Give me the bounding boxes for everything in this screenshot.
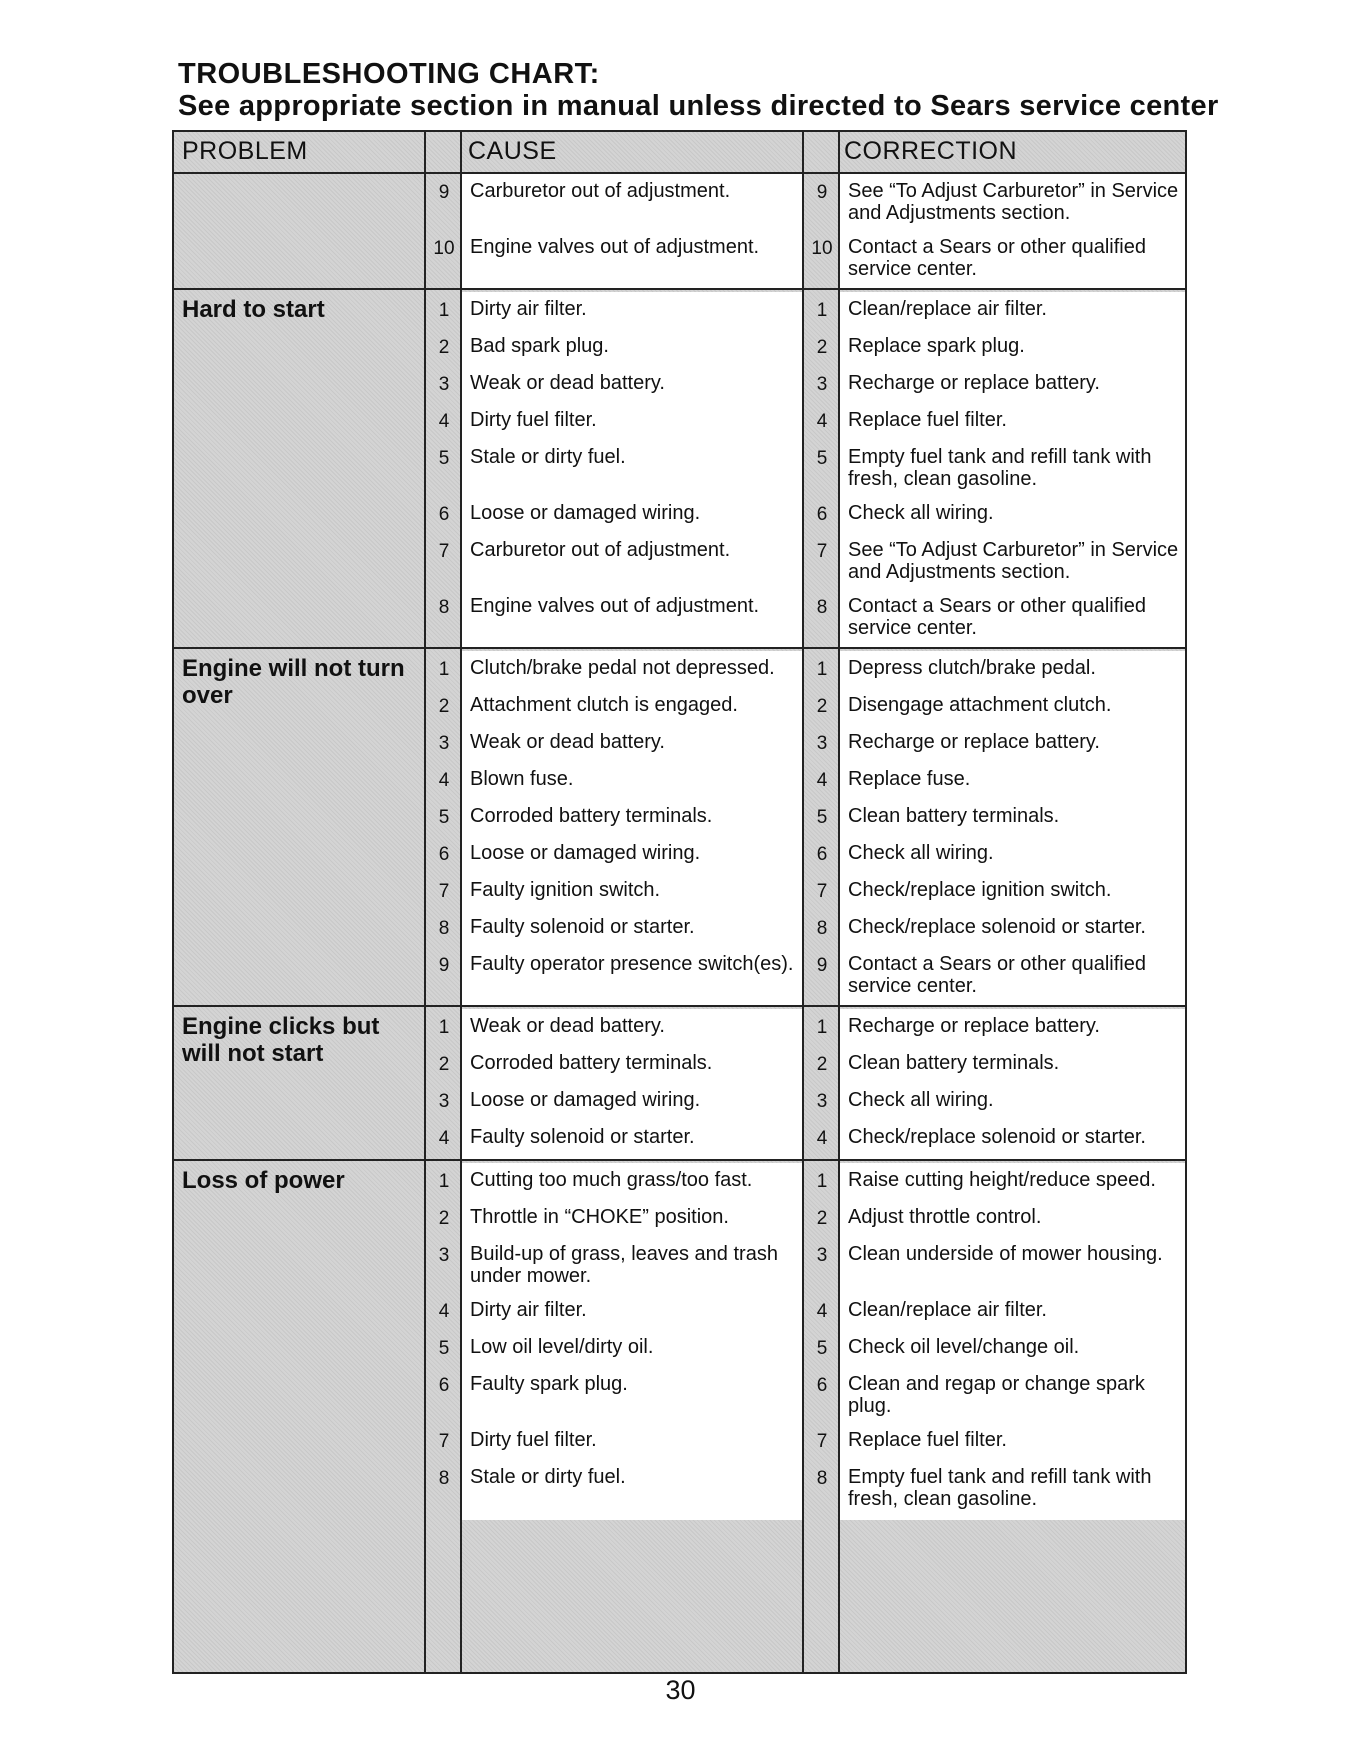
correction-number: 1 — [816, 300, 828, 321]
correction-text: Replace fuel filter. — [848, 1429, 1007, 1451]
cause-number: 2 — [438, 1208, 450, 1229]
correction-number: 2 — [816, 696, 828, 717]
cause-text: Bad spark plug. — [470, 335, 609, 357]
cause-number: 3 — [438, 733, 450, 754]
correction-number: 3 — [816, 1091, 828, 1112]
cause-number: 6 — [438, 1375, 450, 1396]
cause-text: Dirty fuel filter. — [470, 1429, 597, 1451]
cause-text: Carburetor out of adjustment. — [470, 180, 731, 202]
cause-number: 2 — [438, 1054, 450, 1075]
correction-text: Recharge or replace battery. — [848, 1015, 1100, 1037]
problem-label: Engine will not turn over — [182, 655, 405, 709]
cause-text: Faulty spark plug. — [470, 1373, 628, 1395]
correction-text: See “To Adjust Carburetor” in Service and Adjustments section. — [848, 180, 1179, 224]
correction-text: Replace fuse. — [848, 768, 971, 790]
correction-text: Clean/replace air filter. — [848, 1299, 1047, 1321]
cause-number: 4 — [438, 1128, 450, 1149]
correction-number: 6 — [816, 1375, 828, 1396]
correction-number: 4 — [816, 770, 828, 791]
cause-text: Engine valves out of adjustment. — [470, 236, 760, 258]
cause-text: Stale or dirty fuel. — [470, 446, 626, 468]
correction-number: 1 — [816, 659, 828, 680]
cause-number: 2 — [438, 337, 450, 358]
correction-number: 9 — [816, 955, 828, 976]
correction-text: Raise cutting height/reduce speed. — [848, 1169, 1156, 1191]
cause-text: Low oil level/dirty oil. — [470, 1336, 654, 1358]
cause-number: 4 — [438, 770, 450, 791]
correction-text: Depress clutch/brake pedal. — [848, 657, 1096, 679]
correction-text: Check all wiring. — [848, 1089, 994, 1111]
correction-text: Clean and regap or change spark plug. — [848, 1373, 1145, 1417]
cause-text: Corroded battery terminals. — [470, 1052, 713, 1074]
cause-text: Dirty air filter. — [470, 298, 587, 320]
cause-text: Faulty operator presence switch(es). — [470, 953, 794, 975]
header-cause: CAUSE — [468, 137, 557, 165]
correction-text: Check oil level/change oil. — [848, 1336, 1080, 1358]
correction-text: Adjust throttle control. — [848, 1206, 1042, 1228]
cause-number: 6 — [438, 844, 450, 865]
cause-number: 9 — [438, 955, 450, 976]
cause-text: Corroded battery terminals. — [470, 805, 713, 827]
section-divider — [174, 1159, 1185, 1161]
correction-text: Recharge or replace battery. — [848, 731, 1100, 753]
correction-text: Check/replace ignition switch. — [848, 879, 1112, 901]
correction-number: 7 — [816, 541, 828, 562]
correction-text: Disengage attachment clutch. — [848, 694, 1112, 716]
cause-number: 1 — [438, 300, 450, 321]
correction-text: Check/replace solenoid or starter. — [848, 1126, 1146, 1148]
correction-number: 9 — [816, 182, 828, 203]
cause-number: 4 — [438, 1301, 450, 1322]
correction-number: 1 — [816, 1017, 828, 1038]
cause-text: Throttle in “CHOKE” position. — [470, 1206, 729, 1228]
problem-label: Loss of power — [182, 1167, 345, 1194]
correction-text: Contact a Sears or other qualified service center. — [848, 236, 1146, 280]
correction-number: 4 — [816, 1128, 828, 1149]
correction-number: 1 — [816, 1171, 828, 1192]
cause-number: 5 — [438, 807, 450, 828]
cause-number: 1 — [438, 659, 450, 680]
correction-text: Replace spark plug. — [848, 335, 1025, 357]
cause-number: 4 — [438, 411, 450, 432]
cause-text: Loose or damaged wiring. — [470, 842, 701, 864]
cause-number: 3 — [438, 374, 450, 395]
correction-number: 4 — [816, 1301, 828, 1322]
correction-number: 8 — [816, 918, 828, 939]
correction-text: See “To Adjust Carburetor” in Service and Adjustments section. — [848, 539, 1179, 583]
cause-text: Carburetor out of adjustment. — [470, 539, 731, 561]
cause-text: Faulty ignition switch. — [470, 879, 661, 901]
cause-number: 10 — [433, 238, 455, 259]
correction-text: Recharge or replace battery. — [848, 372, 1100, 394]
cause-text: Blown fuse. — [470, 768, 574, 790]
cause-text: Clutch/brake pedal not depressed. — [470, 657, 775, 679]
cause-text: Dirty fuel filter. — [470, 409, 597, 431]
correction-number: 8 — [816, 1468, 828, 1489]
correction-number: 10 — [811, 238, 833, 259]
section-divider — [174, 647, 1185, 649]
correction-text: Empty fuel tank and refill tank with fresh, clean gasoline. — [848, 1466, 1152, 1510]
correction-number: 5 — [816, 807, 828, 828]
section-divider — [174, 288, 1185, 290]
correction-number: 7 — [816, 1431, 828, 1452]
cause-text: Build-up of grass, leaves and trash under mower. — [470, 1243, 778, 1287]
header-problem: PROBLEM — [182, 137, 308, 165]
troubleshooting-table — [172, 130, 1187, 1674]
chart-title: TROUBLESHOOTING CHART: — [178, 58, 600, 90]
correction-number: 4 — [816, 411, 828, 432]
cause-text: Faulty solenoid or starter. — [470, 916, 695, 938]
correction-text: Clean underside of mower housing. — [848, 1243, 1163, 1265]
cause-text: Weak or dead battery. — [470, 731, 665, 753]
cause-number: 2 — [438, 696, 450, 717]
correction-number: 5 — [816, 1338, 828, 1359]
correction-number: 7 — [816, 881, 828, 902]
cause-text: Attachment clutch is engaged. — [470, 694, 738, 716]
problem-label: Hard to start — [182, 296, 325, 323]
cause-text: Dirty air filter. — [470, 1299, 587, 1321]
cause-text: Engine valves out of adjustment. — [470, 595, 760, 617]
cause-number: 7 — [438, 881, 450, 902]
problem-label: Engine clicks but will not start — [182, 1013, 380, 1067]
header-correction: CORRECTION — [844, 137, 1018, 165]
cause-text: Loose or damaged wiring. — [470, 502, 701, 524]
correction-number: 3 — [816, 1245, 828, 1266]
correction-number: 6 — [816, 504, 828, 525]
cause-number: 8 — [438, 1468, 450, 1489]
correction-text: Clean battery terminals. — [848, 805, 1060, 827]
correction-number: 2 — [816, 1208, 828, 1229]
correction-number: 2 — [816, 337, 828, 358]
cause-number: 3 — [438, 1091, 450, 1112]
correction-number: 3 — [816, 733, 828, 754]
cause-number: 7 — [438, 1431, 450, 1452]
chart-subtitle: See appropriate section in manual unless directed to Sears service center — [178, 90, 1219, 122]
correction-text: Clean/replace air filter. — [848, 298, 1047, 320]
correction-text: Empty fuel tank and refill tank with fresh, clean gasoline. — [848, 446, 1152, 490]
cause-number: 7 — [438, 541, 450, 562]
correction-number: 2 — [816, 1054, 828, 1075]
correction-text: Check/replace solenoid or starter. — [848, 916, 1146, 938]
correction-text: Replace fuel filter. — [848, 409, 1007, 431]
cause-text: Weak or dead battery. — [470, 372, 665, 394]
correction-text: Check all wiring. — [848, 502, 994, 524]
cause-text: Faulty solenoid or starter. — [470, 1126, 695, 1148]
correction-text: Clean battery terminals. — [848, 1052, 1060, 1074]
correction-number: 3 — [816, 374, 828, 395]
section-divider — [174, 1005, 1185, 1007]
cause-number: 5 — [438, 1338, 450, 1359]
cause-text: Stale or dirty fuel. — [470, 1466, 626, 1488]
cause-number: 9 — [438, 182, 450, 203]
page-number: 30 — [665, 1675, 696, 1705]
cause-number: 1 — [438, 1017, 450, 1038]
correction-text: Contact a Sears or other qualified service center. — [848, 595, 1146, 639]
cause-number: 8 — [438, 918, 450, 939]
correction-text: Contact a Sears or other qualified service center. — [848, 953, 1146, 997]
correction-number: 6 — [816, 844, 828, 865]
cause-number: 6 — [438, 504, 450, 525]
cause-number: 3 — [438, 1245, 450, 1266]
cause-text: Cutting too much grass/too fast. — [470, 1169, 753, 1191]
cause-text: Loose or damaged wiring. — [470, 1089, 701, 1111]
correction-number: 8 — [816, 597, 828, 618]
cause-number: 8 — [438, 597, 450, 618]
cause-text: Weak or dead battery. — [470, 1015, 665, 1037]
cause-number: 5 — [438, 448, 450, 469]
correction-number: 5 — [816, 448, 828, 469]
correction-text: Check all wiring. — [848, 842, 994, 864]
cause-number: 1 — [438, 1171, 450, 1192]
